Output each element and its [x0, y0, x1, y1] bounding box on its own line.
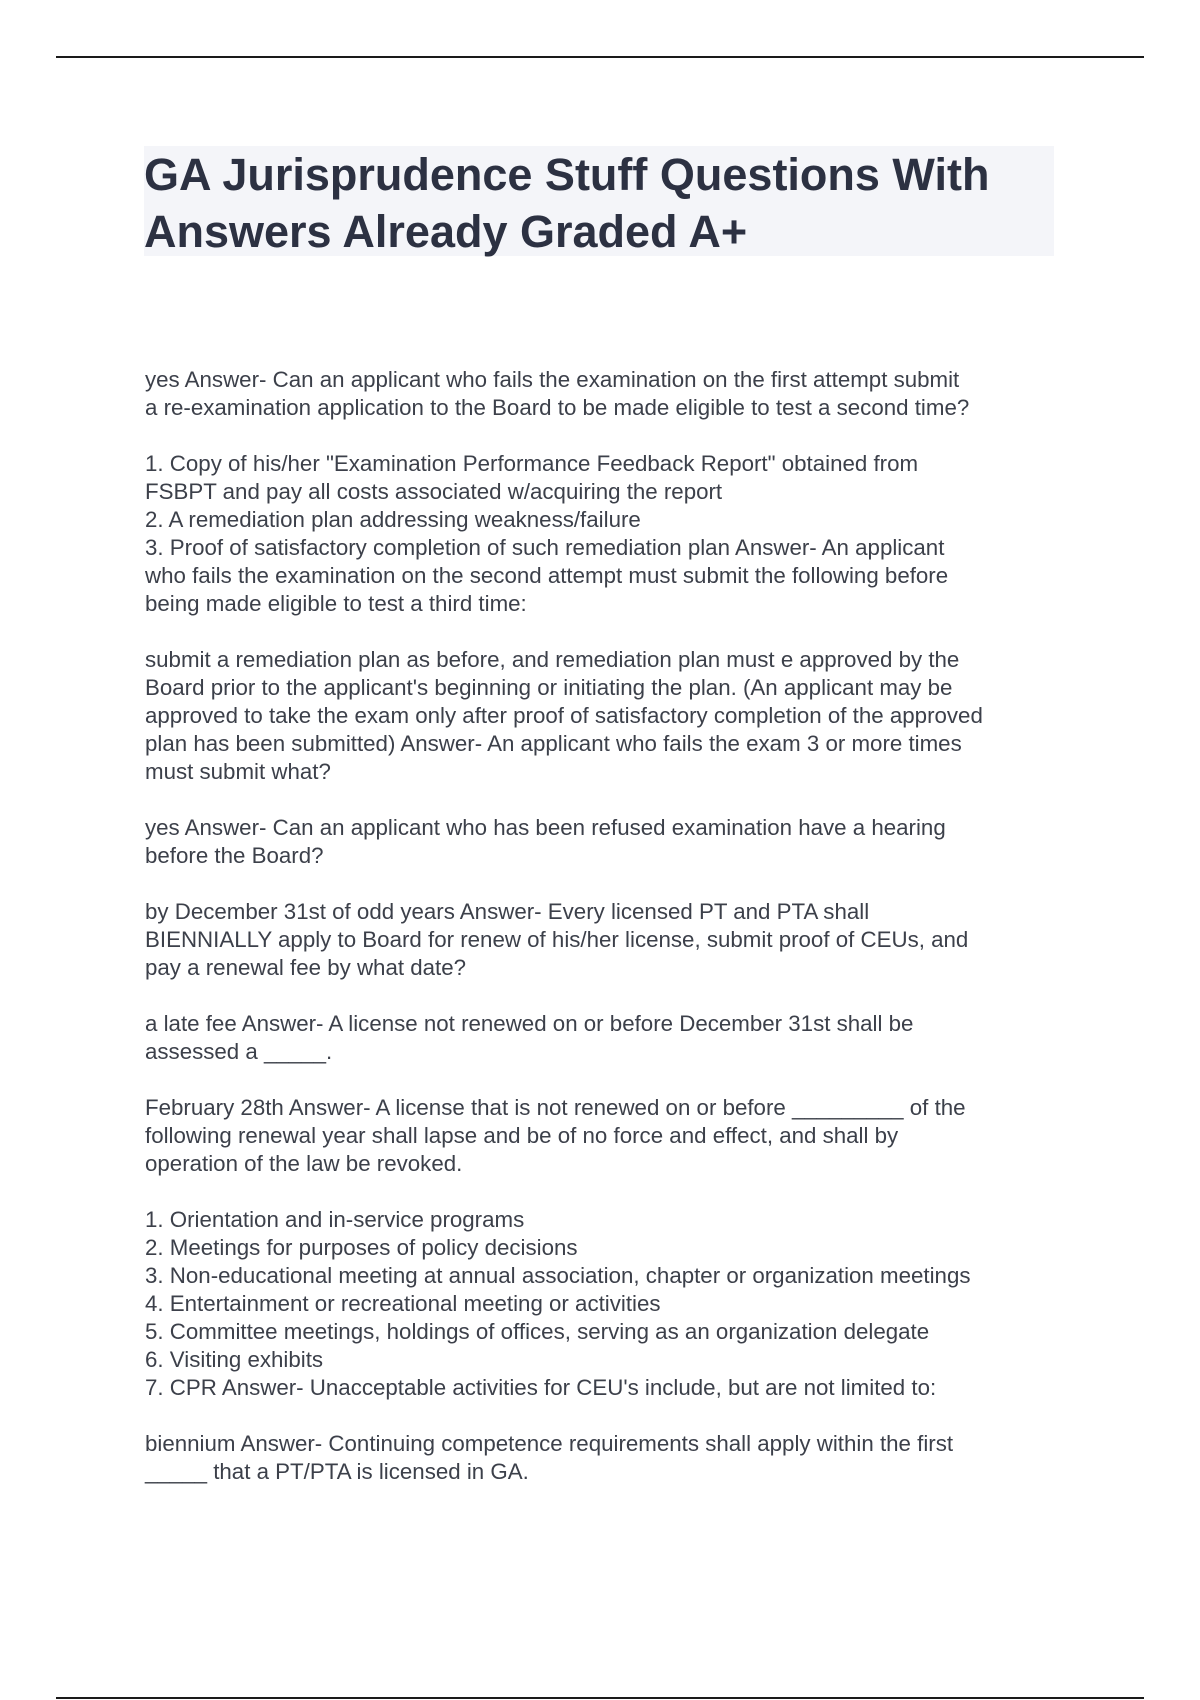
qa-entry-3: submit a remediation plan as before, and remediation plan must e approved by the Board prior to the applicant's beginning or initiating the plan. (An applicant may be approved to take the exam only after proof of satisfactory completion of the approved plan has been submitted) Answer- An applicant who fails the exam 3 or more times must submit what? [145, 647, 983, 784]
top-rule [56, 56, 1144, 58]
bottom-rule [56, 1697, 1144, 1699]
qa-entry-7: February 28th Answer- A license that is not renewed on or before _________ of the following renewal year shall lapse and be of no force and effect, and shall by operation of the law be revoked. [145, 1095, 966, 1176]
qa-entry-5: by December 31st of odd years Answer- Every licensed PT and PTA shall BIENNIALLY apply to Board for renew of his/her license, submit proof of CEUs, and pay a renewal fee by what date? [145, 899, 969, 980]
qa-entry-1: yes Answer- Can an applicant who fails the examination on the first attempt submit a re-examination application to the Board to be made eligible to test a second time? [145, 367, 970, 420]
document-title: GA Jurisprudence Stuff Questions With Answers Already Graded A+ [144, 149, 990, 257]
title-block [144, 146, 1054, 256]
qa-entry-8: 1. Orientation and in-service programs 2. Meetings for purposes of policy decisions 3. Non-educational meeting at annual association, chapter or organization meetings 4. Entertainment or recreational meeting or activities 5. Committee meetings, holdings of offices, serving as an organization delegate 6. Visiting exhibits 7. CPR Answer- Unacceptable activities for CEU's include, but are not limited to: [145, 1207, 971, 1400]
qa-entry-4: yes Answer- Can an applicant who has been refused examination have a hearing before the Board? [145, 815, 946, 868]
qa-list [145, 366, 1060, 1514]
qa-entry-9: biennium Answer- Continuing competence requirements shall apply within the first _____ that a PT/PTA is licensed in GA. [145, 1431, 954, 1484]
qa-entry-6: a late fee Answer- A license not renewed on or before December 31st shall be assessed a _____. [145, 1011, 914, 1064]
qa-entry-2: 1. Copy of his/her "Examination Performance Feedback Report" obtained from FSBPT and pay all costs associated w/acquiring the report 2. A remediation plan addressing weakness/failure 3. Proof of satisfactory completion of such remediation plan Answer- An applicant who fails the examination on the second attempt must submit the following before being made eligible to test a third time: [145, 451, 949, 616]
